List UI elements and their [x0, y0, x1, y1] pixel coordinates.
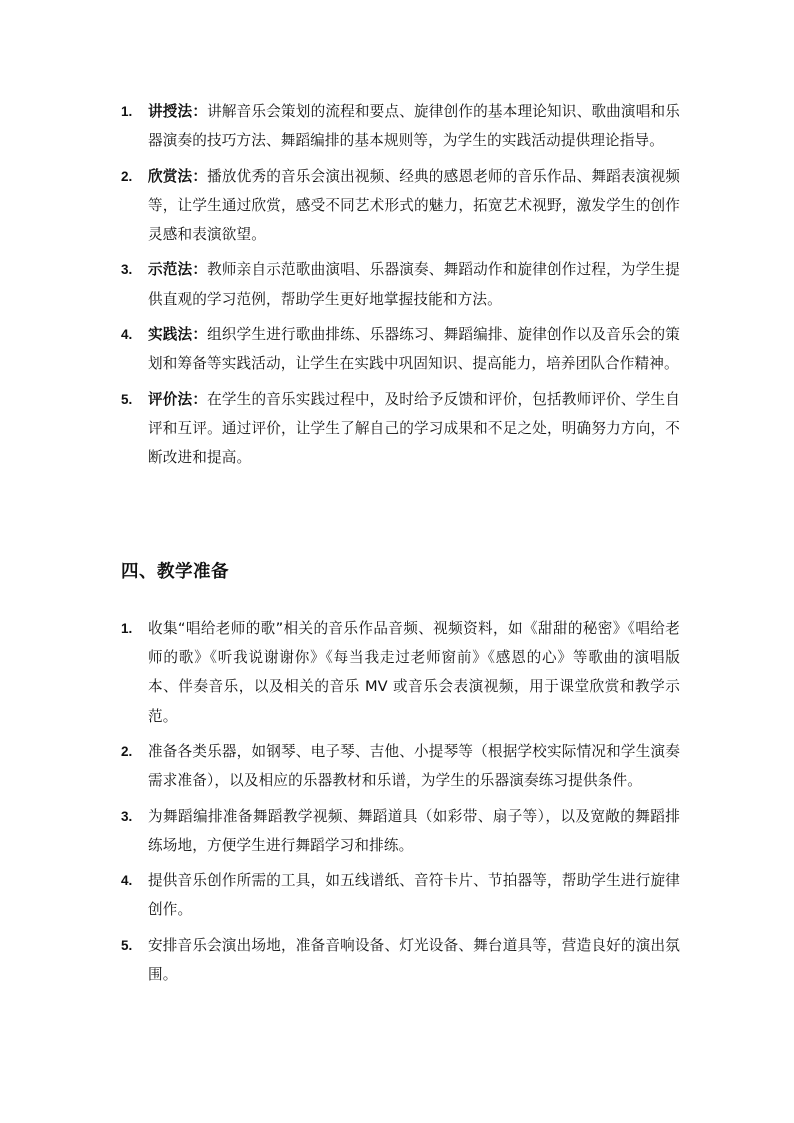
list-item — [0, 737, 794, 795]
term-separator: ： — [192, 103, 208, 120]
term-separator: ： — [192, 390, 208, 408]
list-item — [0, 162, 794, 250]
list-item — [0, 320, 794, 378]
list-item-text: 安排音乐会演出场地，准备音响设备、灯光设备、舞台道具等，营造良好的演出氛围。 — [148, 936, 680, 983]
list-item-text — [148, 162, 680, 250]
method-description: 讲解音乐会策划的流程和要点、旋律创作的基本理论知识、歌曲演唱和乐器演奏的技巧方法、舞蹈编排的基本规则等，为学生的实践活动提供理论指导。 — [148, 103, 680, 150]
section-title: 四、教学准备 — [121, 562, 229, 582]
method-term: 欣赏法 — [148, 167, 193, 185]
list-item — [0, 614, 794, 731]
list-item — [0, 255, 794, 313]
list-number: 2. — [121, 168, 133, 184]
method-description: 播放优秀的音乐会演出视频、经典的感恩老师的音乐作品、舞蹈表演视频等，让学生通过欣赏，感受不同艺术形式的魅力，拓宽艺术视野，激发学生的创作灵感和表演欲望。 — [148, 167, 680, 243]
term-separator: ： — [192, 261, 208, 279]
list-item — [0, 802, 794, 860]
list-item-text — [148, 320, 680, 378]
list-item-text — [148, 385, 680, 473]
method-description: 教师亲自示范歌曲演唱、乐器演奏、舞蹈动作和旋律创作过程，为学生提供直观的学习范例，帮助学生更好地掌握技能和方法。 — [148, 261, 680, 308]
method-description: 在学生的音乐实践过程中，及时给予反馈和评价，包括教师评价、学生自评和互评。通过评价，让学生了解自己的学习成果和不足之处，明确努力方向，不断改进和提高。 — [148, 390, 680, 466]
list-item — [0, 931, 794, 989]
list-number: 1. — [121, 104, 133, 119]
method-term: 实践法 — [148, 325, 193, 343]
list-number: 5. — [121, 937, 133, 953]
list-item-text: 收集“唱给老师的歌”相关的音乐作品音频、视频资料，如《甜甜的秘密》《唱给老师的歌》《听我说谢谢你》《每当我走过老师窗前》《感恩的心》等歌曲的演唱版本、伴奏音乐，以及相关的音乐 MV 或音乐会表演视频，用于课堂欣赏和教学示范。 — [148, 620, 680, 725]
method-description: 组织学生进行歌曲排练、乐器练习、舞蹈编排、旋律创作以及音乐会的策划和筹备等实践活动，让学生在实践中巩固知识、提高能力，培养团队合作精神。 — [148, 325, 680, 373]
method-term: 评价法 — [148, 390, 193, 408]
list-item-text — [148, 97, 680, 155]
teaching-preparation-list — [0, 614, 794, 995]
list-number: 3. — [121, 262, 133, 278]
list-number: 3. — [121, 808, 133, 824]
list-item — [0, 866, 794, 924]
list-number: 4. — [121, 873, 133, 889]
list-item-text — [148, 255, 680, 313]
term-separator: ： — [192, 167, 208, 185]
teaching-methods-list — [0, 97, 794, 478]
list-number: 4. — [121, 326, 133, 342]
list-item-text: 提供音乐创作所需的工具，如五线谱纸、音符卡片、节拍器等，帮助学生进行旋律创作。 — [148, 872, 680, 919]
list-item — [0, 97, 794, 155]
list-item — [0, 385, 794, 473]
list-number: 1. — [121, 621, 133, 636]
method-term: 讲授法 — [148, 103, 193, 120]
list-item-text: 为舞蹈编排准备舞蹈教学视频、舞蹈道具（如彩带、扇子等），以及宽敞的舞蹈排练场地，方便学生进行舞蹈学习和排练。 — [148, 807, 680, 854]
list-item-text: 准备各类乐器，如钢琴、电子琴、吉他、小提琴等（根据学校实际情况和学生演奏需求准备），以及相应的乐器教材和乐谱，为学生的乐器演奏练习提供条件。 — [148, 743, 680, 790]
list-number: 2. — [121, 744, 133, 759]
method-term: 示范法 — [148, 261, 193, 279]
list-number: 5. — [121, 391, 133, 407]
term-separator: ： — [192, 325, 208, 343]
